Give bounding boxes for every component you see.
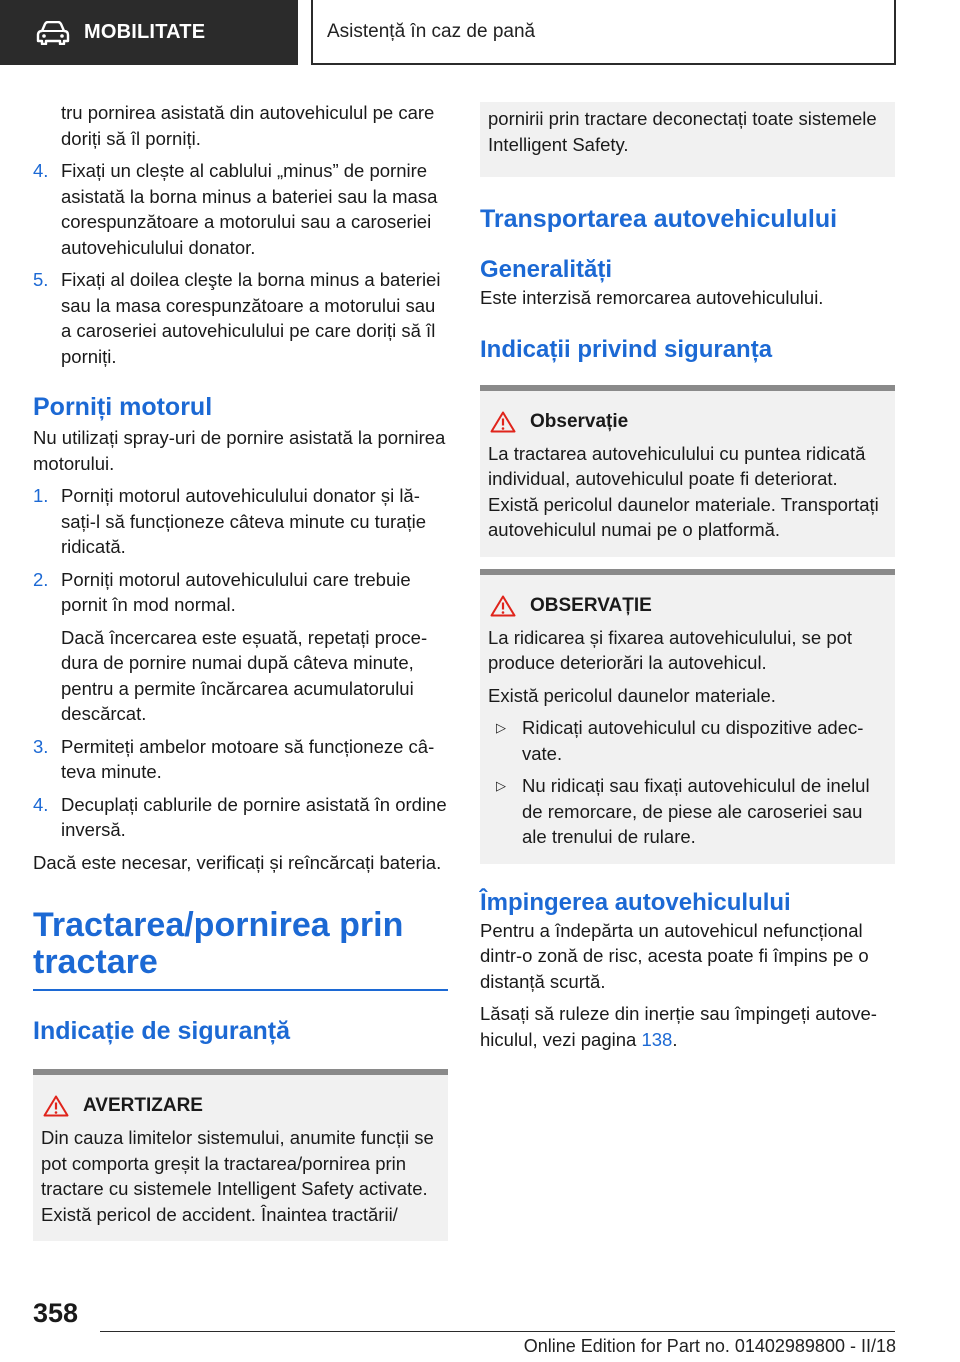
notice-box [480, 385, 895, 557]
step-subtext: Dacă încercarea este eșuată, repetați procedura de pornire numai după câteva minute, pentru a permite încărcarea acumulatorului descărcat. [61, 626, 428, 724]
steps-list-b [33, 483, 448, 843]
step-number: 1. [33, 485, 49, 506]
chapter-label: Asistență în caz de pană [327, 20, 536, 42]
warning-triangle-icon [490, 411, 516, 433]
notice-box-2 [480, 569, 895, 864]
general-heading: Generalități [480, 256, 613, 283]
step-text: Porniți motorul autovehiculului donator și lăsați-l să funcționeze câteva minute cu turație ridicată. [61, 485, 427, 557]
step-text: Permiteți ambelor motoare să funcționeze câteva minute. [61, 735, 435, 782]
warning-text: Din cauza limitelor sistemului, anumite funcții se pot comporta greșit la tractarea/pornirea prin tractare cu sistemele Intelligent Safety activate. Există pericol de accident. Înaintea tractării/ [41, 1127, 434, 1225]
step-number: 5. [33, 269, 49, 290]
list-item [33, 734, 448, 785]
bullet-text: Nu ridicați sau fixați autovehiculul de inelul de remorcare, de piese ale caroseriei sau ale trenului de rulare. [522, 775, 870, 847]
push-text: Pentru a îndepărta un autovehicul nefuncțional dintr-o zonă de risc, acesta poate fi împins pe o distanță scurtă. [480, 919, 869, 992]
notice-bullet-list [488, 715, 887, 850]
warning-title: AVERTIZARE [83, 1095, 203, 1116]
battery-note: Dacă este necesar, verificați și reîncărcați bateria. [33, 851, 442, 873]
step-number: 4. [33, 793, 49, 815]
step-text: Fixați un clește al cablului „minus” de pornire asistată la borna minus a bateriei sau la masa corespunzătoare a motorului sau a caroseriei autovehiculului donator. [61, 160, 438, 258]
triangle-bullet-icon: ▷ [496, 778, 506, 793]
page-link[interactable]: 138 [641, 1028, 673, 1050]
notice-title-row [488, 595, 887, 617]
step-number: 2. [33, 568, 49, 590]
list-item [33, 483, 448, 560]
continued-text: tru pornirea asistată din autovehiculul pe care doriți să îl porniți. [61, 102, 435, 149]
notice-text: Există pericolul daunelor materiale. [488, 684, 776, 706]
list-item [33, 567, 448, 727]
step-number: 4. [33, 160, 49, 181]
push-text-2 [480, 1001, 895, 1052]
triangle-bullet-icon: ▷ [496, 720, 506, 735]
notice-title: Observație [530, 410, 629, 432]
warning-box [33, 1069, 448, 1241]
header-section-tab [0, 0, 298, 65]
page-number: 358 [33, 1298, 79, 1328]
warning-triangle-icon [43, 1095, 69, 1117]
push-text-2-end: . [672, 1028, 678, 1050]
notice-text: La tractarea autovehiculului cu puntea ridicată individual, autovehiculul poate fi deteriorat. Există pericolul daunelor materiale. Transportați autovehiculul numai pe o platformă. [488, 442, 879, 540]
list-item [33, 267, 448, 369]
push-text-2-start: Lăsați să ruleze din inerție sau împingeți autovehiculul, vezi pagina [480, 1003, 877, 1050]
right-column [480, 100, 895, 1052]
list-item [488, 715, 887, 766]
notice-title: OBSERVAȚIE [530, 594, 652, 616]
footer-edition: Online Edition for Part no. 01402989800 - II/18 [523, 1336, 896, 1356]
step-number: 3. [33, 735, 49, 757]
steps-list-a [33, 158, 448, 369]
header-chapter-tab [311, 0, 896, 65]
step-text: Decuplați cablurile de pornire asistată în ordine inversă. [61, 793, 447, 840]
bullet-text: Ridicați autovehiculul cu dispozitive adecvate. [522, 717, 864, 764]
safety-heading: Indicație de siguranță [33, 1017, 291, 1045]
step-text: Porniți motorul autovehiculului care trebuie pornit în mod normal. [61, 568, 411, 615]
list-item [33, 158, 448, 260]
warning-triangle-icon [490, 595, 516, 617]
start-engine-heading: Porniți motorul [33, 393, 213, 421]
list-item [488, 773, 887, 850]
towing-title: Tractarea/pornirea prin tractare [33, 907, 448, 991]
warning-continuation-text: pornirii prin tractare deconectați toate sistemele Intelligent Safety. [488, 108, 877, 155]
section-label: MOBILITATE [84, 21, 206, 43]
list-item [33, 792, 448, 843]
step-text: Fixați al doilea cleşte la borna minus a bateriei sau la masa corespunzătoare a motorului sau a caroseriei autovehiculului pe care doriți să îl porniți. [61, 269, 441, 367]
notice-title-row [488, 411, 887, 433]
left-column [33, 100, 448, 1241]
push-heading: Împingerea autovehiculului [480, 888, 791, 916]
general-text: Este interzisă remorcarea autovehiculului. [480, 287, 824, 308]
safety-indications-heading: Indicații privind siguranța [480, 335, 773, 363]
warning-continuation-box [480, 102, 895, 177]
warning-title-row [41, 1095, 440, 1117]
footer-divider [100, 1331, 895, 1332]
car-icon [36, 21, 70, 45]
transport-heading: Transportarea autovehiculului [480, 205, 838, 233]
notice-text: La ridicarea și fixarea autovehiculului, se pot produce deteriorări la autovehicul. [488, 626, 853, 673]
start-engine-intro: Nu utilizați spray-uri de pornire asistată la pornirea motorului. [33, 427, 446, 474]
